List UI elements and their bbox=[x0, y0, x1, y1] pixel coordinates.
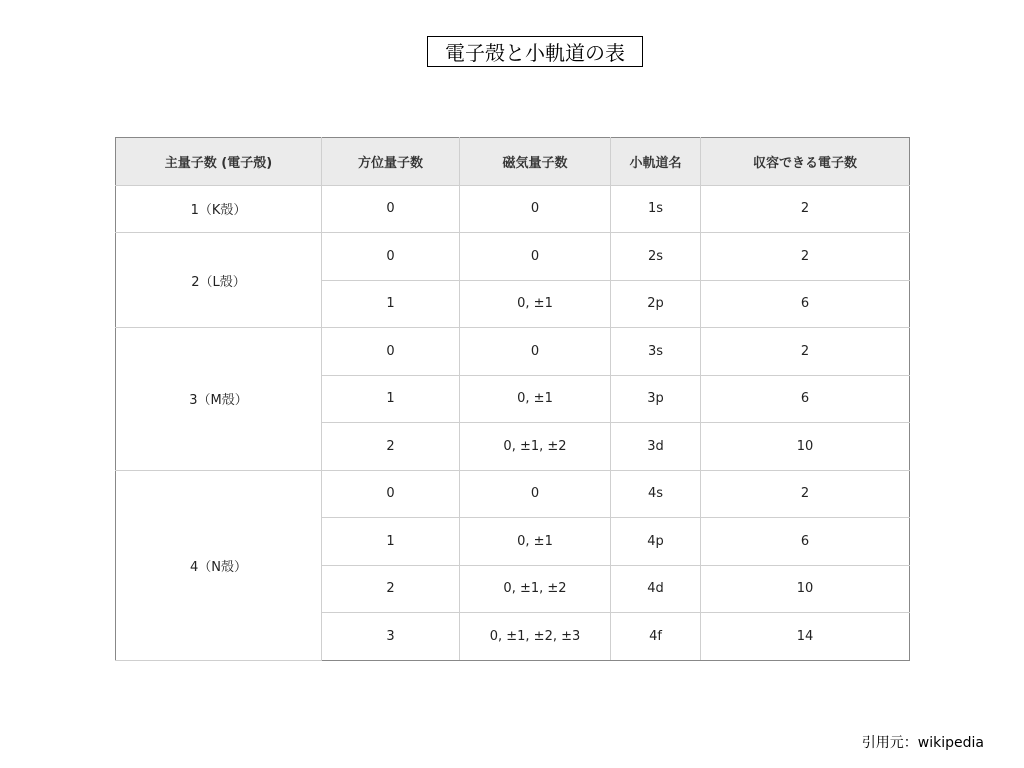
orbital-cell: 4p bbox=[611, 518, 701, 566]
azimuthal-cell: 2 bbox=[322, 423, 460, 471]
orbital-cell: 4f bbox=[611, 613, 701, 661]
azimuthal-cell: 1 bbox=[322, 280, 460, 328]
shell-label-l: 2（L殻） bbox=[116, 233, 322, 328]
magnetic-cell: 0, ±1 bbox=[460, 518, 611, 566]
magnetic-cell: 0, ±1, ±2, ±3 bbox=[460, 613, 611, 661]
azimuthal-cell: 3 bbox=[322, 613, 460, 661]
magnetic-cell: 0, ±1, ±2 bbox=[460, 565, 611, 613]
capacity-cell: 6 bbox=[701, 280, 910, 328]
azimuthal-cell: 0 bbox=[322, 328, 460, 376]
capacity-cell: 2 bbox=[701, 328, 910, 376]
orbital-cell: 1s bbox=[611, 185, 701, 233]
shell-label-k: 1（K殻） bbox=[116, 185, 322, 233]
header-principal-quantum-number: 主量子数 (電子殻) bbox=[116, 138, 322, 186]
orbital-cell: 4s bbox=[611, 470, 701, 518]
shell-label-n: 4（N殻） bbox=[116, 470, 322, 660]
magnetic-cell: 0 bbox=[460, 233, 611, 281]
azimuthal-cell: 1 bbox=[322, 375, 460, 423]
magnetic-cell: 0, ±1 bbox=[460, 375, 611, 423]
capacity-cell: 6 bbox=[701, 375, 910, 423]
magnetic-cell: 0 bbox=[460, 470, 611, 518]
capacity-cell: 10 bbox=[701, 565, 910, 613]
magnetic-cell: 0 bbox=[460, 185, 611, 233]
capacity-cell: 2 bbox=[701, 185, 910, 233]
orbital-cell: 2p bbox=[611, 280, 701, 328]
table-row bbox=[116, 185, 910, 233]
header-row bbox=[116, 138, 910, 186]
magnetic-cell: 0, ±1 bbox=[460, 280, 611, 328]
azimuthal-cell: 0 bbox=[322, 185, 460, 233]
magnetic-cell: 0 bbox=[460, 328, 611, 376]
orbital-cell: 4d bbox=[611, 565, 701, 613]
capacity-cell: 14 bbox=[701, 613, 910, 661]
orbital-cell: 2s bbox=[611, 233, 701, 281]
table-row bbox=[116, 470, 910, 518]
azimuthal-cell: 0 bbox=[322, 470, 460, 518]
shell-orbital-table bbox=[115, 137, 910, 661]
capacity-cell: 2 bbox=[701, 233, 910, 281]
header-azimuthal-quantum-number: 方位量子数 bbox=[322, 138, 460, 186]
shell-label-m: 3（M殻） bbox=[116, 328, 322, 471]
azimuthal-cell: 2 bbox=[322, 565, 460, 613]
header-electron-capacity: 収容できる電子数 bbox=[701, 138, 910, 186]
azimuthal-cell: 0 bbox=[322, 233, 460, 281]
orbital-cell: 3p bbox=[611, 375, 701, 423]
header-magnetic-quantum-number: 磁気量子数 bbox=[460, 138, 611, 186]
source-citation: 引用元：wikipedia bbox=[861, 735, 984, 751]
azimuthal-cell: 1 bbox=[322, 518, 460, 566]
capacity-cell: 10 bbox=[701, 423, 910, 471]
table-row bbox=[116, 233, 910, 281]
capacity-cell: 6 bbox=[701, 518, 910, 566]
page-title: 電子殻と小軌道の表 bbox=[427, 36, 643, 67]
orbital-cell: 3s bbox=[611, 328, 701, 376]
header-orbital-name: 小軌道名 bbox=[611, 138, 701, 186]
capacity-cell: 2 bbox=[701, 470, 910, 518]
table-row bbox=[116, 328, 910, 376]
magnetic-cell: 0, ±1, ±2 bbox=[460, 423, 611, 471]
orbital-cell: 3d bbox=[611, 423, 701, 471]
